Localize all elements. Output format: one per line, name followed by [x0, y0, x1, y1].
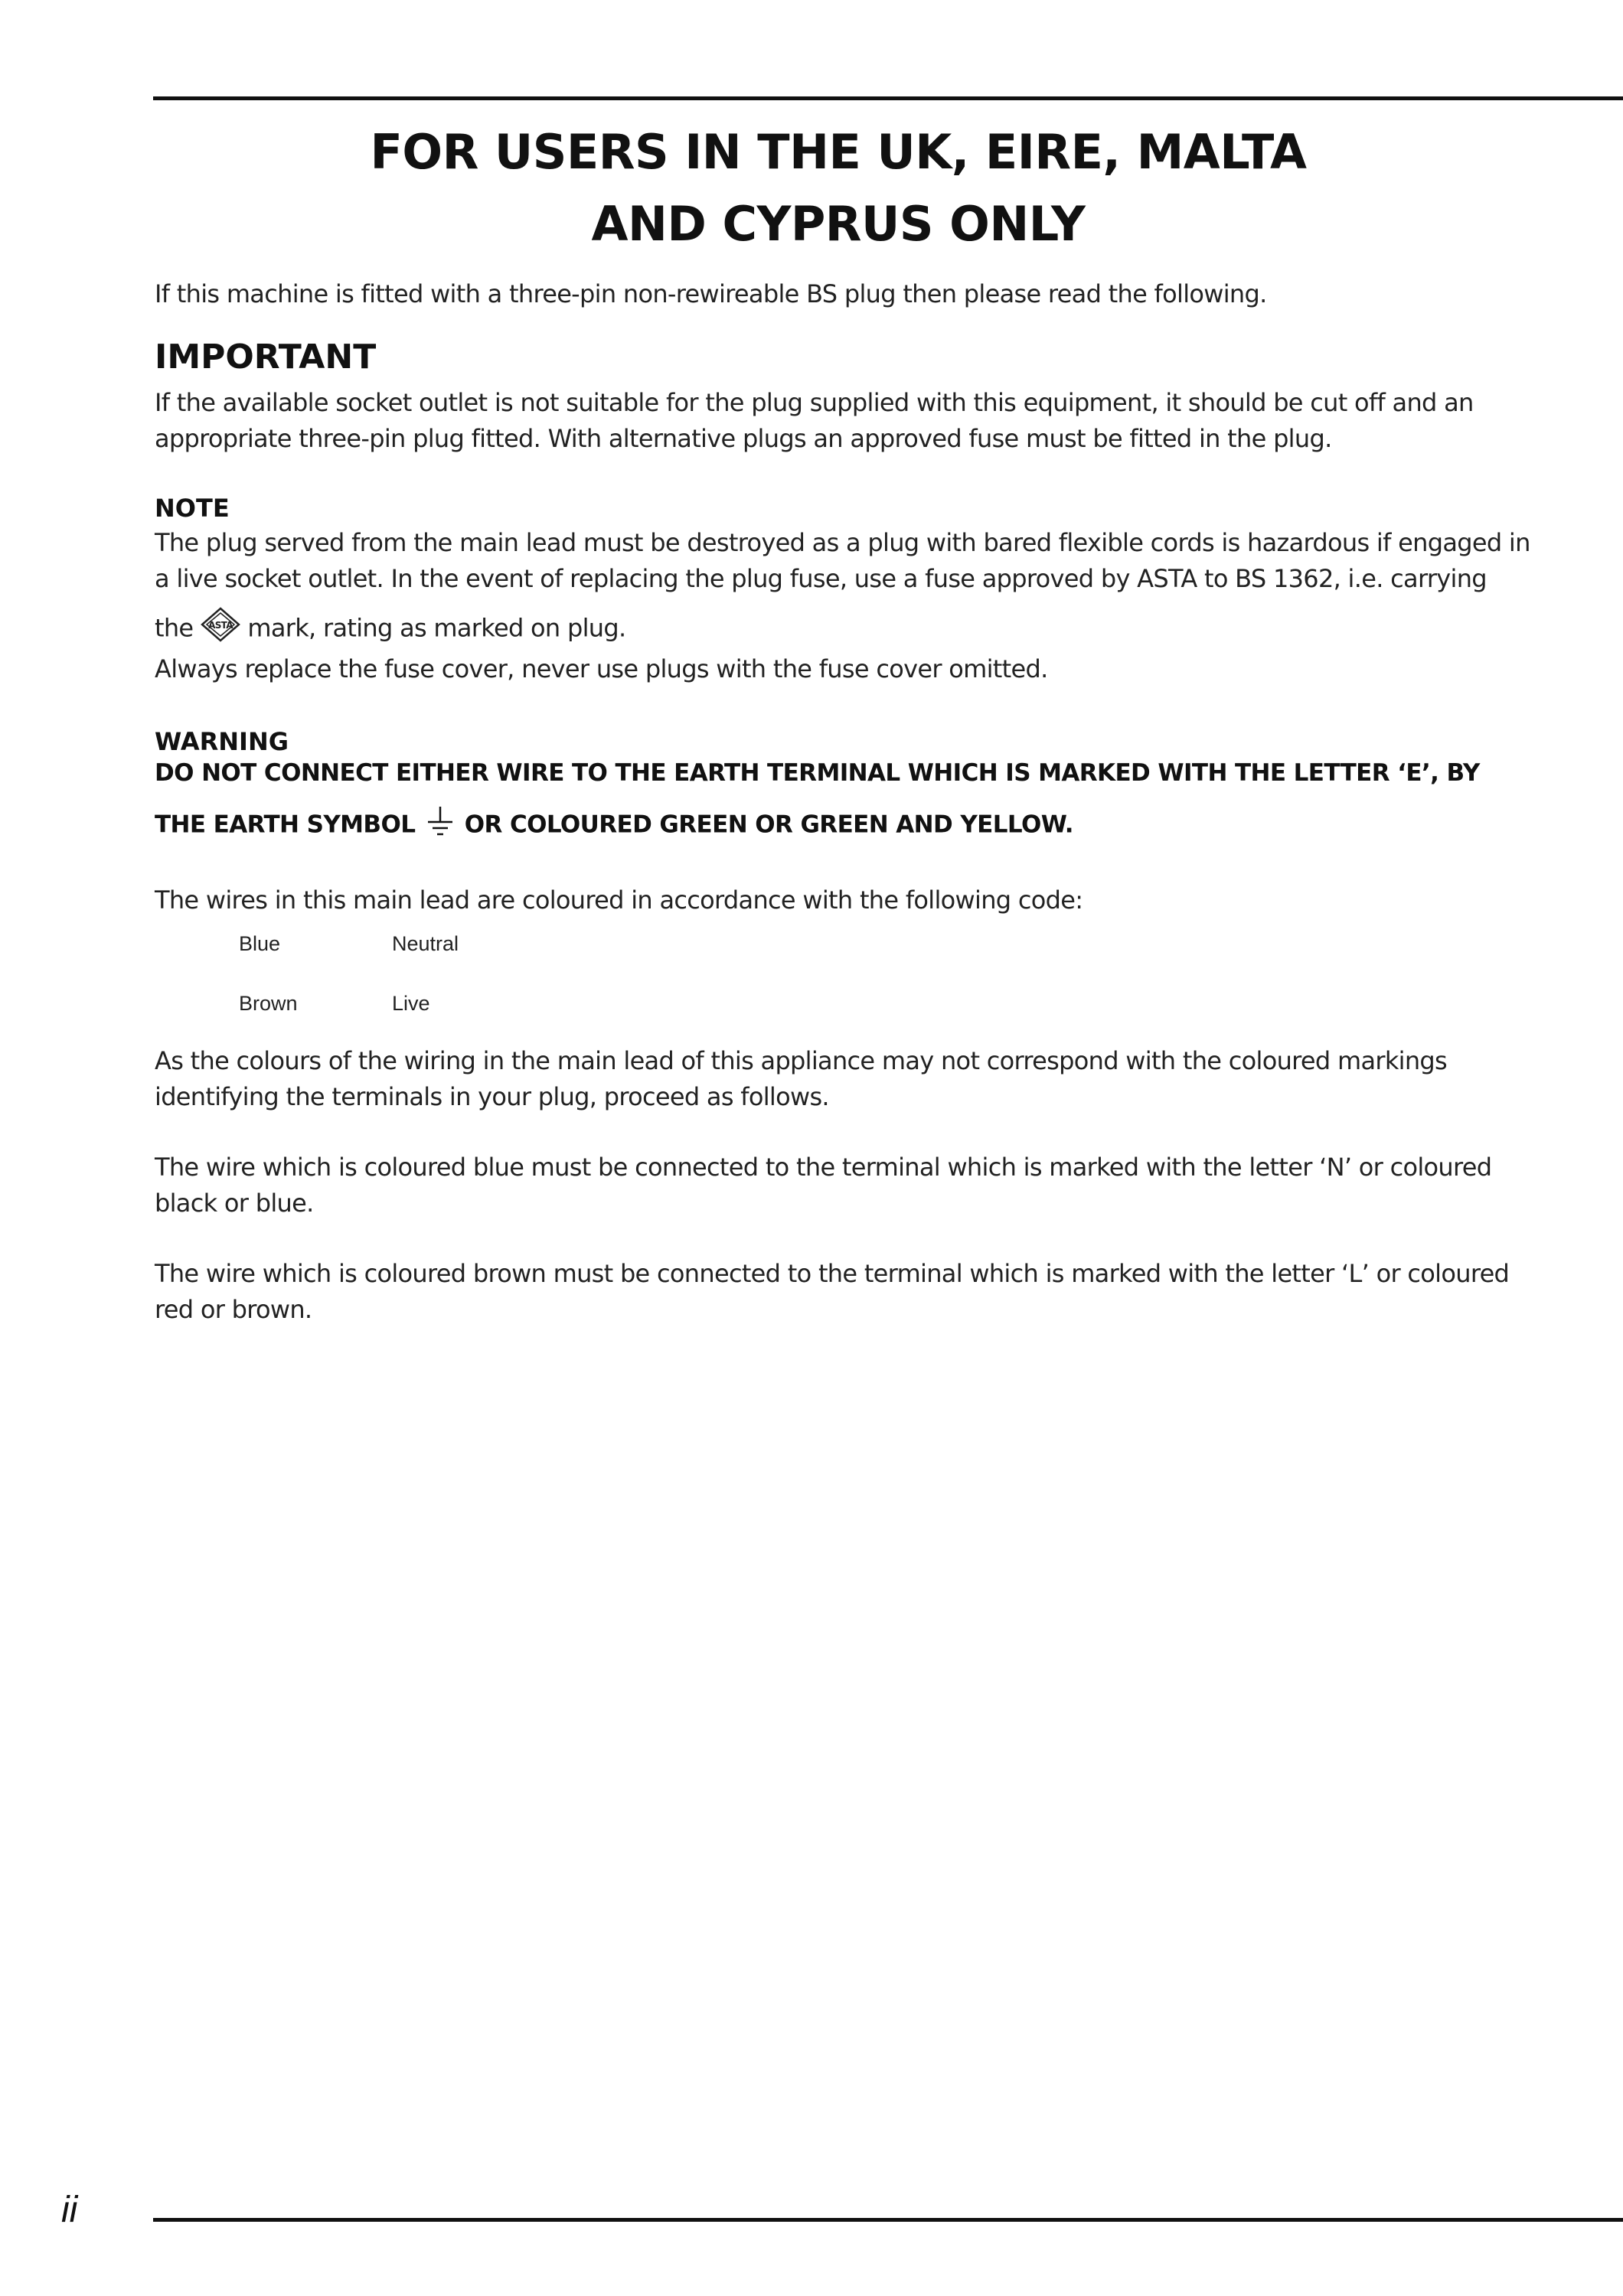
asta-mark-icon — [201, 607, 240, 652]
note-line2: a live socket outlet. In the event of replacing the plug fuse, use a fuse approved by ASTA to BS 1362, i.e. carrying — [155, 564, 1487, 593]
important-line1: If the available socket outlet is not suitable for the plug supplied with this equipment, it should be cut off and an — [155, 388, 1474, 417]
instructions-p1-line1: As the colours of the wiring in the main lead of this appliance may not correspond with the coloured markings — [155, 1046, 1448, 1075]
important-heading: IMPORTANT — [155, 338, 377, 377]
instructions-p3-line1: The wire which is coloured brown must be connected to the terminal which is marked with the letter ‘L’ or coloured — [155, 1259, 1510, 1288]
bottom-rule — [153, 2218, 1623, 2222]
intro-text: If this machine is fitted with a three-pin non-rewireable BS plug then please read the following. — [155, 279, 1267, 308]
note-line3 — [155, 607, 1525, 652]
warning-line2-after: OR COLOURED GREEN OR GREEN AND YELLOW. — [464, 810, 1073, 839]
note-heading: NOTE — [155, 494, 230, 523]
note-line1: The plug served from the main lead must be destroyed as a plug with bared flexible cords is hazardous if engaged in — [155, 528, 1530, 557]
top-rule — [153, 96, 1623, 100]
page-title-line1: FOR USERS IN THE UK, EIRE, MALTA — [370, 124, 1307, 180]
wire-function-neutral: Neutral — [392, 932, 459, 955]
note-line4: Always replace the fuse cover, never use plugs with the fuse cover omitted. — [155, 654, 1048, 683]
warning-line1: DO NOT CONNECT EITHER WIRE TO THE EARTH TERMINAL WHICH IS MARKED WITH THE LETTER ‘E’, BY — [155, 759, 1480, 787]
warning-line2 — [155, 805, 1533, 846]
wires-intro: The wires in this main lead are coloured in accordance with the following code: — [155, 885, 1083, 915]
warning-heading: WARNING — [155, 727, 289, 756]
important-line2: appropriate three-pin plug fitted. With alternative plugs an approved fuse must be fitted in the plug. — [155, 424, 1332, 453]
instructions-p2-line1: The wire which is coloured blue must be connected to the terminal which is marked with the letter ‘N’ or coloured — [155, 1153, 1492, 1182]
note-line3-after: mark, rating as marked on plug. — [247, 613, 626, 643]
instructions-p3-line2: red or brown. — [155, 1295, 312, 1324]
instructions-p2-line2: black or blue. — [155, 1189, 314, 1218]
wire-colour-brown: Brown — [239, 992, 298, 1015]
instructions-p1-line2: identifying the terminals in your plug, proceed as follows. — [155, 1082, 829, 1111]
wire-function-live: Live — [392, 992, 430, 1015]
warning-line2-before: THE EARTH SYMBOL — [155, 810, 416, 839]
page-number: ii — [61, 2190, 78, 2230]
wire-colour-blue: Blue — [239, 932, 281, 955]
asta-mark-text: ASTA — [208, 620, 233, 631]
earth-symbol-icon — [423, 805, 457, 846]
page-title-line2: AND CYPRUS ONLY — [591, 196, 1086, 252]
note-line3-before: the — [155, 613, 194, 643]
